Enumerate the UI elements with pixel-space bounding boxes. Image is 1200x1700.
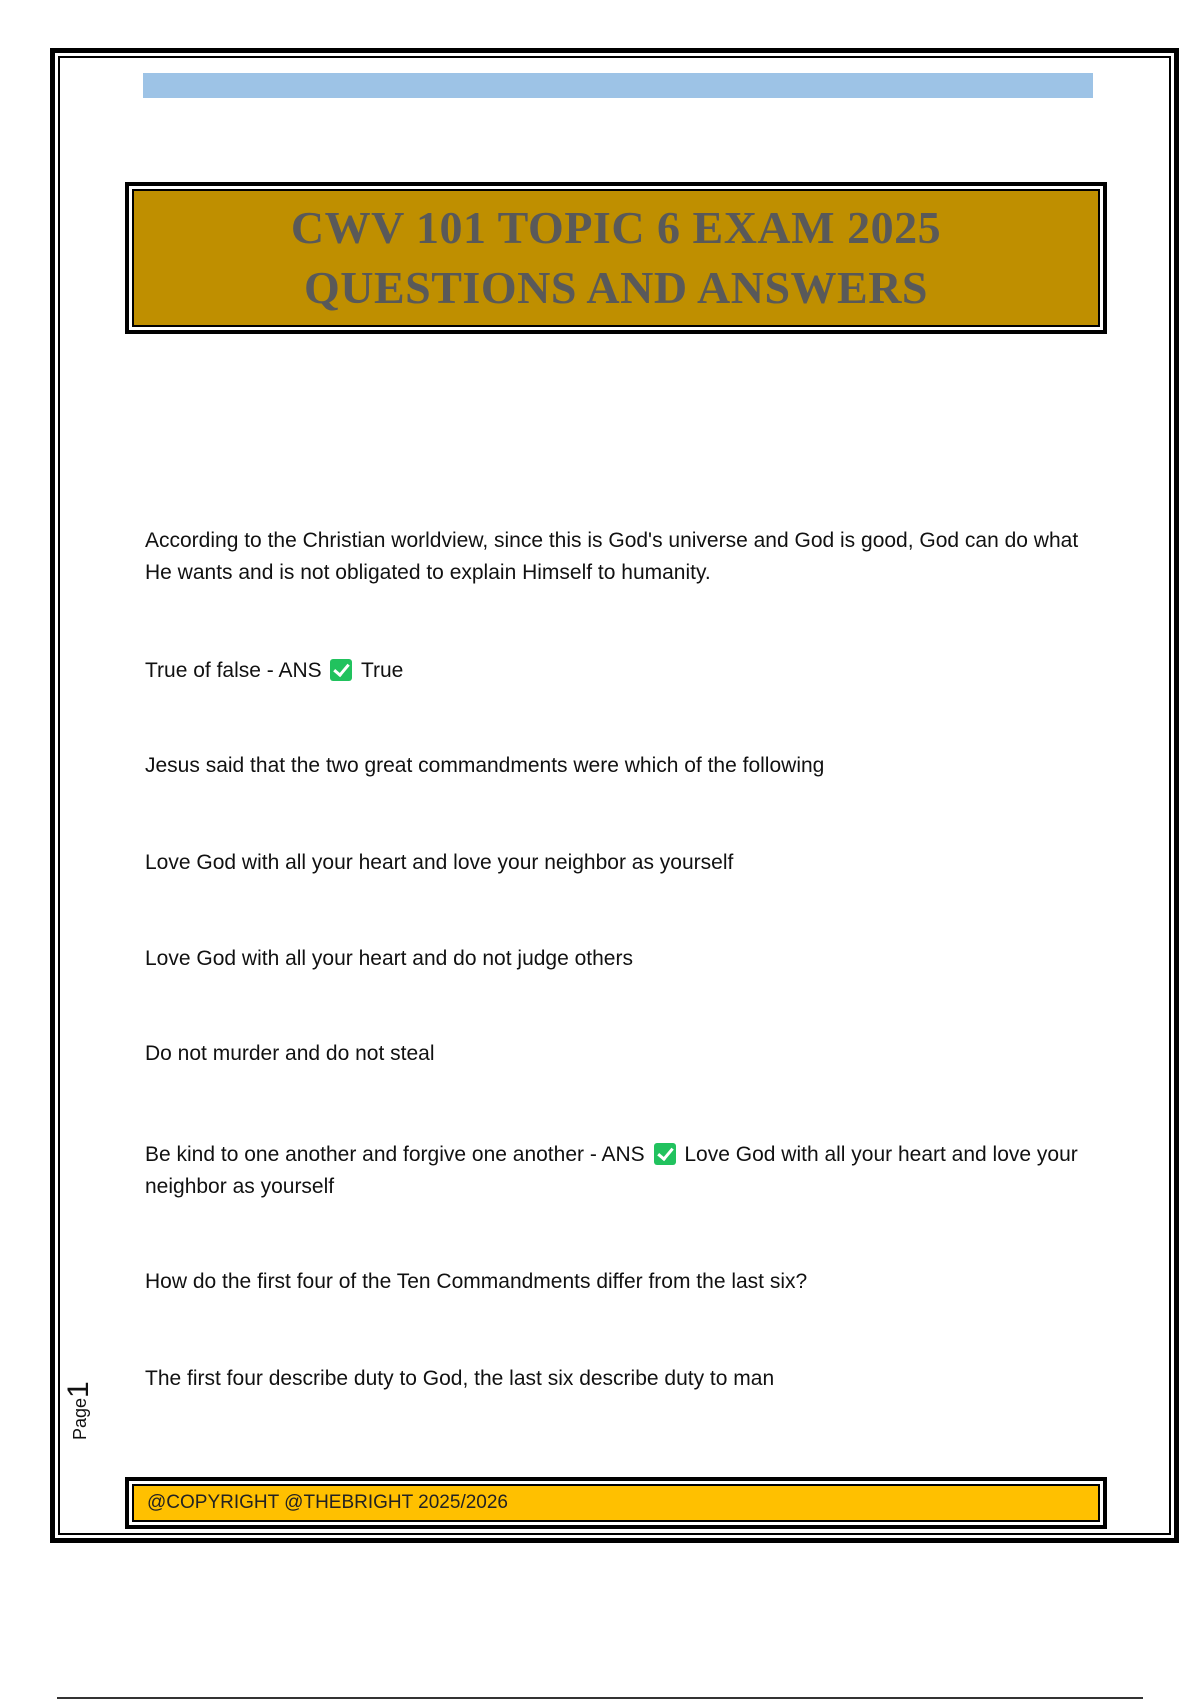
page-number-label	[62, 1381, 96, 1440]
answer-3: The first four describe duty to God, the last six describe duty to man	[145, 1367, 775, 1390]
title-banner	[125, 182, 1107, 334]
title-line-2: QUESTIONS AND ANSWERS	[303, 262, 929, 313]
footer-banner-fill	[132, 1484, 1100, 1522]
page-number: 1	[62, 1381, 95, 1398]
check-mark-icon	[330, 659, 352, 681]
copyright-text: @COPYRIGHT @THEBRIGHT 2025/2026	[147, 1492, 508, 1513]
answer-2-value: Love God with all your heart and love your neighbor as yourself	[145, 1143, 1078, 1198]
answer-1-line	[145, 655, 1085, 687]
question-3: How do the first four of the Ten Commandments differ from the last six?	[145, 1270, 808, 1293]
answer-1-value: True	[360, 659, 404, 682]
question-2-option-2: Love God with all your heart and do not judge others	[145, 947, 633, 970]
page-word: Page	[70, 1397, 90, 1440]
question-2-option-1: Love God with all your heart and love your neighbor as yourself	[145, 851, 734, 874]
bottom-divider	[57, 1697, 1143, 1699]
footer-banner	[125, 1477, 1107, 1529]
question-2-option-4: Be kind to one another and forgive one another - ANS	[145, 1143, 645, 1166]
answer-2-line	[145, 1139, 1085, 1203]
title-line-1: CWV 101 TOPIC 6 EXAM 2025	[290, 202, 942, 253]
top-accent-bar	[143, 73, 1093, 98]
question-2: Jesus said that the two great commandments were which of the following	[145, 754, 825, 777]
check-mark-icon	[654, 1143, 676, 1165]
title-banner-fill	[132, 189, 1100, 327]
question-1: According to the Christian worldview, since this is God's universe and God is good, God can do what He wants and is not obligated to explain Himself to humanity.	[145, 529, 1079, 584]
answer-1-prompt: True of false - ANS	[145, 659, 322, 682]
question-2-option-3: Do not murder and do not steal	[145, 1042, 435, 1065]
